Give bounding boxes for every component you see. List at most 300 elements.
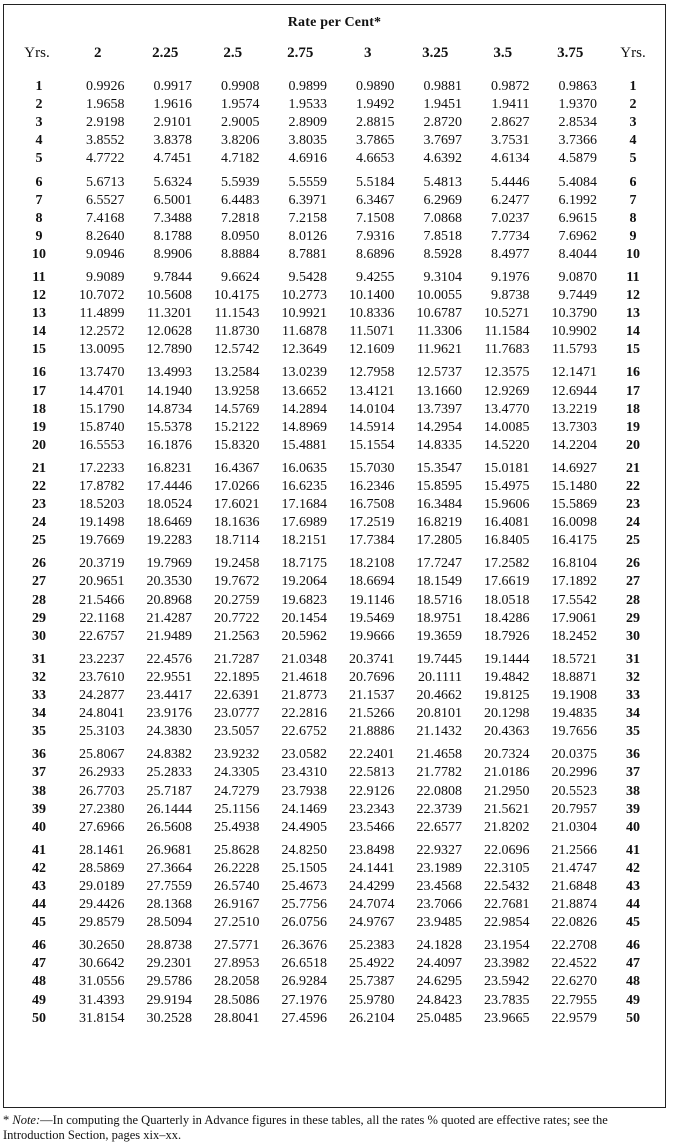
value-cell: 28.8041 [214,1010,260,1026]
year-cell-left: 7 [35,192,43,208]
year-cell-right: 9 [629,228,637,244]
value-cell: 8.4977 [491,246,530,262]
year-cell-right: 40 [626,819,640,835]
year-cell-right: 20 [626,437,640,453]
year-cell-left: 22 [32,479,46,495]
value-cell: 8.0950 [221,228,260,244]
value-cell: 31.4393 [79,992,125,1008]
table-row [10,687,662,705]
value-cell: 13.7303 [551,419,597,435]
year-cell-right: 6 [629,174,637,190]
value-cell: 8.2640 [86,228,125,244]
value-cell: 1.9658 [86,97,125,113]
value-cell: 25.2833 [146,765,192,781]
value-cell: 11.5071 [349,324,395,340]
year-cell-right: 3 [629,115,637,131]
table-row [10,228,662,246]
year-cell-right: 36 [626,747,640,763]
value-cell: 22.9854 [484,915,530,931]
value-cell: 17.7247 [416,556,462,572]
value-cell: 11.3201 [147,306,192,322]
table-row [10,192,662,210]
year-cell-left: 13 [32,306,46,322]
year-cell-right: 11 [626,269,640,285]
value-cell: 17.2582 [484,556,530,572]
value-cell: 15.3547 [416,460,462,476]
value-cell: 9.3104 [423,269,462,285]
value-cell: 6.5527 [86,192,125,208]
year-cell-left: 12 [32,288,46,304]
year-cell-left: 2 [35,97,43,113]
year-cell-left: 5 [35,151,43,167]
value-cell: 18.1636 [214,515,260,531]
year-cell-left: 44 [32,897,46,913]
value-cell: 12.3575 [484,365,530,381]
year-cell-left: 29 [32,610,46,626]
value-cell: 21.4658 [416,747,462,763]
value-cell: 14.0104 [349,401,395,417]
value-cell: 14.2204 [551,437,597,453]
value-cell: 0.9899 [288,79,327,95]
value-cell: 16.8405 [484,533,530,549]
years-header-right: Yrs. [620,45,646,61]
value-cell: 16.7508 [349,497,395,513]
value-cell: 22.6270 [551,974,597,990]
value-cell: 9.0870 [558,269,597,285]
value-cell: 24.1441 [349,860,395,876]
value-cell: 16.4081 [484,515,530,531]
value-cell: 7.0868 [423,210,462,226]
value-cell: 23.9232 [214,747,260,763]
year-cell-right: 49 [626,992,640,1008]
value-cell: 26.2933 [79,765,125,781]
year-cell-right: 24 [626,515,640,531]
value-cell: 19.1444 [484,651,530,667]
value-cell: 23.7066 [416,897,462,913]
value-cell: 0.9872 [491,79,530,95]
value-cell: 9.4255 [356,269,395,285]
value-cell: 20.3530 [146,574,192,590]
value-cell: 10.9921 [281,306,327,322]
value-cell: 28.2058 [214,974,260,990]
value-cell: 18.4286 [484,610,530,626]
value-cell: 13.2219 [551,401,597,417]
table-row [10,669,662,687]
value-cell: 17.6989 [281,515,327,531]
table-row [10,246,662,264]
value-cell: 26.9681 [146,842,192,858]
value-cell: 4.6392 [423,151,462,167]
value-cell: 12.2572 [79,324,125,340]
value-cell: 2.8720 [423,115,462,131]
value-cell: 23.1954 [484,938,530,954]
value-cell: 16.6235 [281,479,327,495]
value-cell: 10.5608 [146,288,192,304]
value-cell: 22.3739 [416,801,462,817]
value-cell: 4.7722 [86,151,125,167]
value-cell: 23.9176 [146,706,192,722]
year-cell-right: 42 [626,860,640,876]
footnote [3,1113,667,1143]
value-cell: 1.9492 [356,97,395,113]
value-cell: 17.8782 [79,479,125,495]
year-cell-right: 41 [626,842,640,858]
value-cell: 25.0485 [416,1010,462,1026]
year-cell-left: 28 [32,592,46,608]
year-cell-left: 15 [32,342,46,358]
year-cell-left: 16 [32,365,46,381]
value-cell: 3.8035 [288,133,327,149]
year-cell-left: 6 [35,174,43,190]
value-cell: 21.0304 [551,819,597,835]
value-cell: 17.0266 [214,479,260,495]
value-cell: 24.1469 [281,801,327,817]
value-cell: 31.8154 [79,1010,125,1026]
table-row [10,287,662,305]
value-cell: 25.4938 [214,819,260,835]
value-cell: 19.9666 [349,628,395,644]
value-cell: 24.6295 [416,974,462,990]
value-cell: 20.0375 [551,747,597,763]
table-row [10,150,662,168]
year-cell-left: 20 [32,437,46,453]
value-cell: 12.5742 [214,342,260,358]
value-cell: 5.6324 [153,174,192,190]
value-cell: 15.4881 [281,437,327,453]
value-cell: 18.7114 [214,533,260,549]
value-cell: 23.7938 [281,783,327,799]
value-cell: 2.9005 [221,115,260,131]
value-cell: 26.2228 [214,860,260,876]
value-cell: 5.5559 [288,174,327,190]
value-cell: 12.1471 [551,365,597,381]
value-cell: 22.2708 [551,938,597,954]
value-cell: 16.0098 [551,515,597,531]
value-cell: 15.2122 [214,419,260,435]
value-cell: 21.8874 [551,897,597,913]
value-cell: 17.5542 [551,592,597,608]
value-cell: 23.9665 [484,1010,530,1026]
value-cell: 25.4673 [281,878,327,894]
value-cell: 7.6962 [558,228,597,244]
value-cell: 29.2301 [146,956,192,972]
year-cell-right: 45 [626,915,640,931]
year-cell-left: 50 [32,1010,46,1026]
value-cell: 25.4922 [349,956,395,972]
year-cell-right: 14 [626,324,640,340]
value-cell: 24.1828 [416,938,462,954]
value-cell: 24.3305 [214,765,260,781]
value-cell: 24.2877 [79,688,125,704]
value-cell: 29.8579 [79,915,125,931]
value-cell: 10.7072 [79,288,125,304]
year-cell-left: 8 [35,210,43,226]
value-cell: 12.7890 [146,342,192,358]
rate-header: 2.25 [152,45,179,61]
value-cell: 5.5184 [356,174,395,190]
year-cell-left: 36 [32,747,46,763]
year-cell-left: 47 [32,956,46,972]
value-cell: 10.0055 [416,288,462,304]
value-cell: 10.3790 [551,306,597,322]
value-cell: 21.5466 [79,592,125,608]
value-cell: 21.7782 [416,765,462,781]
value-cell: 18.8871 [551,669,597,685]
year-cell-right: 31 [626,651,640,667]
value-cell: 15.1480 [551,479,597,495]
value-cell: 23.5942 [484,974,530,990]
value-cell: 13.4770 [484,401,530,417]
value-cell: 11.1584 [484,324,530,340]
year-cell-left: 21 [32,460,46,476]
year-cell-right: 47 [626,956,640,972]
value-cell: 0.9908 [221,79,260,95]
value-cell: 18.0524 [146,497,192,513]
value-cell: 20.9651 [79,574,125,590]
value-cell: 23.7610 [79,669,125,685]
table-row [10,932,662,955]
value-cell: 19.3659 [416,628,462,644]
rate-header: 3.5 [493,45,513,61]
value-cell: 28.5094 [146,915,192,931]
table-row [10,478,662,496]
year-cell-left: 37 [32,765,46,781]
value-cell: 19.1908 [551,688,597,704]
year-cell-right: 2 [629,97,637,113]
value-cell: 26.6518 [281,956,327,972]
year-cell-right: 7 [629,192,637,208]
year-cell-right: 32 [626,669,640,685]
value-cell: 19.5469 [349,610,395,626]
value-cell: 9.0946 [86,246,125,262]
value-cell: 24.4299 [349,878,395,894]
value-cell: 30.2650 [79,938,125,954]
value-cell: 8.5928 [423,246,462,262]
value-cell: 20.1298 [484,706,530,722]
value-cell: 6.2477 [491,192,530,208]
value-cell: 13.0239 [281,365,327,381]
value-cell: 7.8518 [423,228,462,244]
year-cell-right: 12 [626,288,640,304]
value-cell: 22.3105 [484,860,530,876]
year-cell-right: 17 [626,383,640,399]
value-cell: 14.1940 [146,383,192,399]
value-cell: 8.0126 [288,228,327,244]
value-cell: 26.9167 [214,897,260,913]
year-cell-right: 10 [626,246,640,262]
value-cell: 18.7926 [484,628,530,644]
value-cell: 6.4483 [221,192,260,208]
value-cell: 29.0189 [79,878,125,894]
value-cell: 21.2950 [484,783,530,799]
value-cell: 19.1146 [349,592,395,608]
value-cell: 23.0582 [281,747,327,763]
value-cell: 15.5869 [551,497,597,513]
value-cell: 8.8884 [221,246,260,262]
year-cell-left: 26 [32,556,46,572]
value-cell: 20.7696 [349,669,395,685]
table-body [10,78,662,1028]
table-row [10,168,662,191]
value-cell: 18.9751 [416,610,462,626]
value-cell: 25.3103 [79,724,125,740]
value-cell: 9.6624 [221,269,260,285]
value-cell: 22.6391 [214,688,260,704]
value-cell: 18.7175 [281,556,327,572]
value-cell: 1.9616 [153,97,192,113]
value-cell: 20.2996 [551,765,597,781]
value-cell: 6.5001 [153,192,192,208]
year-cell-left: 46 [32,938,46,954]
value-cell: 14.8969 [281,419,327,435]
value-cell: 17.4446 [146,479,192,495]
value-cell: 19.7445 [416,651,462,667]
value-cell: 3.7366 [558,133,597,149]
year-cell-left: 31 [32,651,46,667]
value-cell: 30.2528 [146,1010,192,1026]
value-cell: 11.6878 [282,324,327,340]
value-cell: 13.0095 [79,342,125,358]
year-cell-right: 15 [626,342,640,358]
value-cell: 21.4618 [281,669,327,685]
value-cell: 1.9370 [558,97,597,113]
table-row [10,723,662,741]
value-cell: 21.8886 [349,724,395,740]
value-cell: 23.1989 [416,860,462,876]
value-cell: 22.9327 [416,842,462,858]
year-cell-left: 24 [32,515,46,531]
table-row [10,264,662,287]
year-cell-right: 21 [626,460,640,476]
value-cell: 28.1368 [146,897,192,913]
table-row [10,114,662,132]
table-row [10,341,662,359]
value-cell: 22.9579 [551,1010,597,1026]
value-cell: 27.2510 [214,915,260,931]
value-cell: 17.7384 [349,533,395,549]
value-cell: 20.8101 [416,706,462,722]
value-cell: 17.2519 [349,515,395,531]
table-row [10,819,662,837]
value-cell: 21.9489 [146,628,192,644]
value-cell: 21.6848 [551,878,597,894]
value-cell: 19.4835 [551,706,597,722]
value-cell: 14.0085 [484,419,530,435]
value-cell: 20.3741 [349,651,395,667]
value-cell: 22.1895 [214,669,260,685]
year-cell-right: 39 [626,801,640,817]
value-cell: 7.0237 [491,210,530,226]
value-cell: 5.4084 [558,174,597,190]
value-cell: 12.5737 [416,365,462,381]
value-cell: 25.1505 [281,860,327,876]
value-cell: 18.2452 [551,628,597,644]
value-cell: 10.2773 [281,288,327,304]
value-cell: 20.5523 [551,783,597,799]
year-cell-left: 32 [32,669,46,685]
year-cell-right: 28 [626,592,640,608]
table-row [10,610,662,628]
value-cell: 0.9863 [558,79,597,95]
year-cell-left: 19 [32,419,46,435]
value-cell: 14.4701 [79,383,125,399]
table-row [10,419,662,437]
value-cell: 16.2346 [349,479,395,495]
value-cell: 0.9881 [423,79,462,95]
table-row [10,573,662,591]
year-cell-right: 16 [626,365,640,381]
table-row [10,323,662,341]
value-cell: 17.1892 [551,574,597,590]
value-cell: 14.8734 [146,401,192,417]
value-cell: 22.0696 [484,842,530,858]
value-cell: 21.2563 [214,628,260,644]
value-cell: 13.6652 [281,383,327,399]
value-cell: 25.9780 [349,992,395,1008]
value-cell: 30.6642 [79,956,125,972]
value-cell: 9.1976 [491,269,530,285]
value-cell: 11.9621 [417,342,462,358]
value-cell: 16.1876 [146,437,192,453]
value-cell: 23.4568 [416,878,462,894]
value-cell: 3.8206 [221,133,260,149]
value-cell: 12.7958 [349,365,395,381]
value-cell: 5.4446 [491,174,530,190]
value-cell: 26.3676 [281,938,327,954]
value-cell: 6.3971 [288,192,327,208]
value-cell: 11.4899 [79,306,125,322]
value-cell: 13.7397 [416,401,462,417]
value-cell: 20.4662 [416,688,462,704]
year-cell-left: 17 [32,383,46,399]
year-cell-right: 18 [626,401,640,417]
year-cell-left: 30 [32,628,46,644]
year-cell-right: 23 [626,497,640,513]
table-row [10,1010,662,1028]
value-cell: 24.7074 [349,897,395,913]
table-row [10,764,662,782]
value-cell: 21.8773 [281,688,327,704]
value-cell: 5.6713 [86,174,125,190]
value-cell: 22.6577 [416,819,462,835]
value-cell: 15.1554 [349,437,395,453]
year-cell-left: 33 [32,688,46,704]
year-cell-right: 33 [626,688,640,704]
value-cell: 14.5769 [214,401,260,417]
year-cell-left: 42 [32,860,46,876]
value-cell: 7.7734 [491,228,530,244]
value-cell: 14.5220 [484,437,530,453]
year-cell-left: 43 [32,878,46,894]
value-cell: 25.8067 [79,747,125,763]
footnote-text: —In computing the Quarterly in Advance figures in these tables, all the rates % quoted are effective rates; see the Introduction Section, pages xix–xx. [3,1113,608,1142]
value-cell: 23.2343 [349,801,395,817]
table-row [10,532,662,550]
value-cell: 15.0181 [484,460,530,476]
footnote-marker: * [3,1113,13,1127]
year-cell-right: 30 [626,628,640,644]
value-cell: 21.7287 [214,651,260,667]
table-row [10,78,662,96]
value-cell: 21.4747 [551,860,597,876]
value-cell: 26.1444 [146,801,192,817]
value-cell: 20.4363 [484,724,530,740]
value-cell: 18.5716 [416,592,462,608]
value-cell: 12.3649 [281,342,327,358]
value-cell: 6.9615 [558,210,597,226]
table-row [10,955,662,973]
value-cell: 25.8628 [214,842,260,858]
